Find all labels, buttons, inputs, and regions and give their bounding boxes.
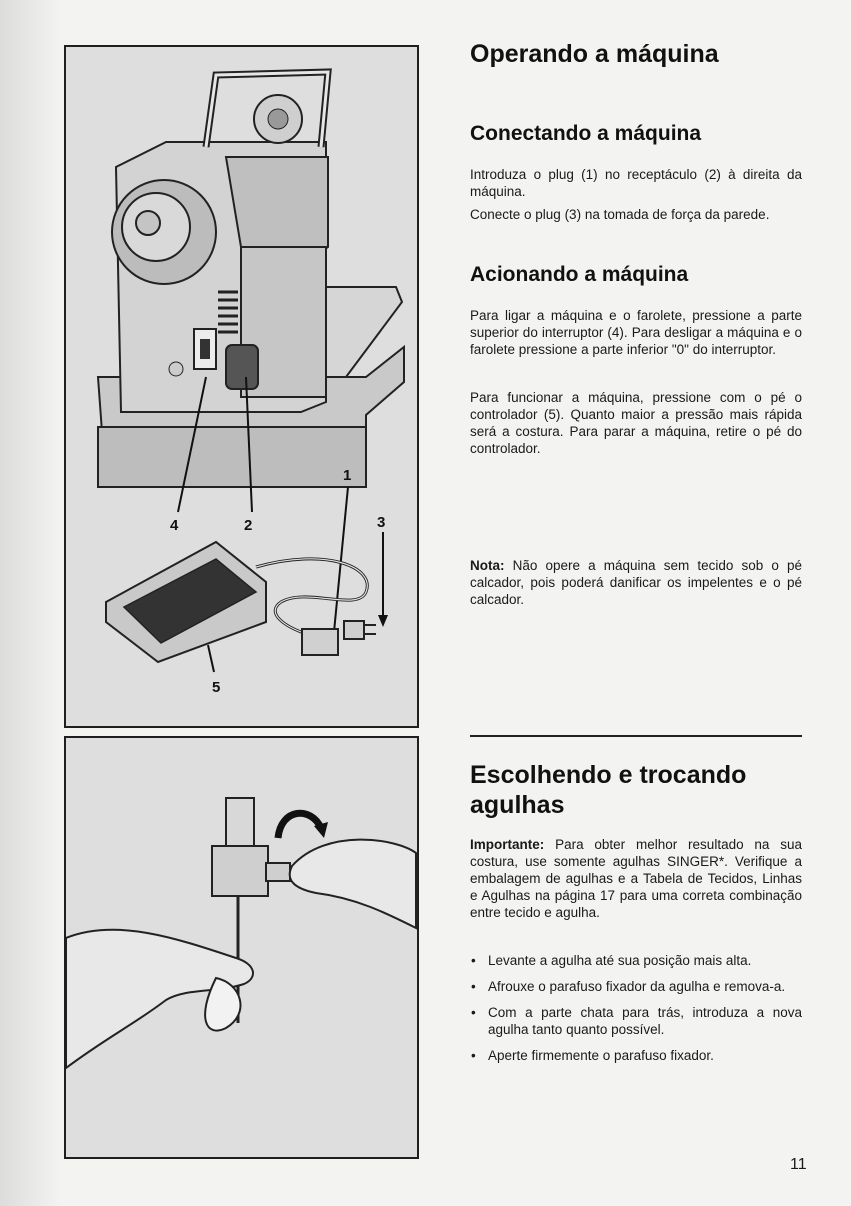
page-title: Operando a máquina bbox=[470, 40, 719, 68]
needle-steps-list bbox=[470, 952, 802, 1073]
importante-label: Importante: bbox=[470, 837, 545, 852]
nota-paragraph bbox=[470, 557, 802, 608]
section-divider bbox=[470, 735, 802, 737]
acionando-paragraph-1: Para ligar a máquina e o farolete, pressione a parte superior do interruptor (4). Para desligar a máquina e o farolete pressione a parte inferior "0" do interruptor. bbox=[470, 308, 802, 357]
importante-text: Para obter melhor resultado na sua costura, use somente agulhas SINGER*. Verifique a embalagem de agulhas e a Tabela de Tecidos, Linhas e Agulhas na página 17 para uma correta combinação entre tecido e agulha. bbox=[470, 837, 802, 920]
callout-5: 5 bbox=[212, 679, 221, 696]
list-item: • Levante a agulha até sua posição mais alta. bbox=[470, 952, 802, 969]
nota-text: Não opere a máquina sem tecido sob o pé calcador, pois poderá danificar os impelentes e o pé calcador. bbox=[470, 558, 802, 607]
machine-drawing bbox=[66, 47, 417, 726]
page-edge-shade bbox=[0, 0, 60, 1206]
callout-1: 1 bbox=[343, 467, 352, 484]
callout-2: 2 bbox=[244, 517, 253, 534]
acionando-paragraph-2: Para funcionar a máquina, pressione com o pé o controlador (5). Quanto maior a pressão mais rápida será a costura. Para parar a máquina, retire o pé do controlador. bbox=[470, 390, 802, 456]
conectando-paragraph-2: Conecte o plug (3) na tomada de força da parede. bbox=[470, 207, 770, 222]
nota-label: Nota: bbox=[470, 558, 505, 573]
list-item: • Com a parte chata para trás, introduza a nova agulha tanto quanto possível. bbox=[470, 1004, 802, 1038]
needle-illustration bbox=[64, 736, 419, 1159]
importante-paragraph bbox=[470, 836, 802, 921]
callout-4: 4 bbox=[170, 517, 179, 534]
section-heading-acionando: Acionando a máquina bbox=[470, 263, 689, 286]
page-number: 11 bbox=[790, 1156, 807, 1173]
list-item: • Aperte firmemente o parafuso fixador. bbox=[470, 1047, 802, 1064]
callout-3: 3 bbox=[377, 514, 386, 531]
list-item: • Afrouxe o parafuso fixador da agulha e remova-a. bbox=[470, 978, 802, 995]
needle-drawing bbox=[66, 738, 417, 1157]
section-heading-escolhendo: Escolhendo e trocando agulhas bbox=[470, 761, 747, 819]
section-heading-conectando: Conectando a máquina bbox=[470, 122, 702, 145]
machine-illustration bbox=[64, 45, 419, 728]
conectando-paragraph-1: Introduza o plug (1) no receptáculo (2) à direita da máquina. bbox=[470, 167, 802, 199]
